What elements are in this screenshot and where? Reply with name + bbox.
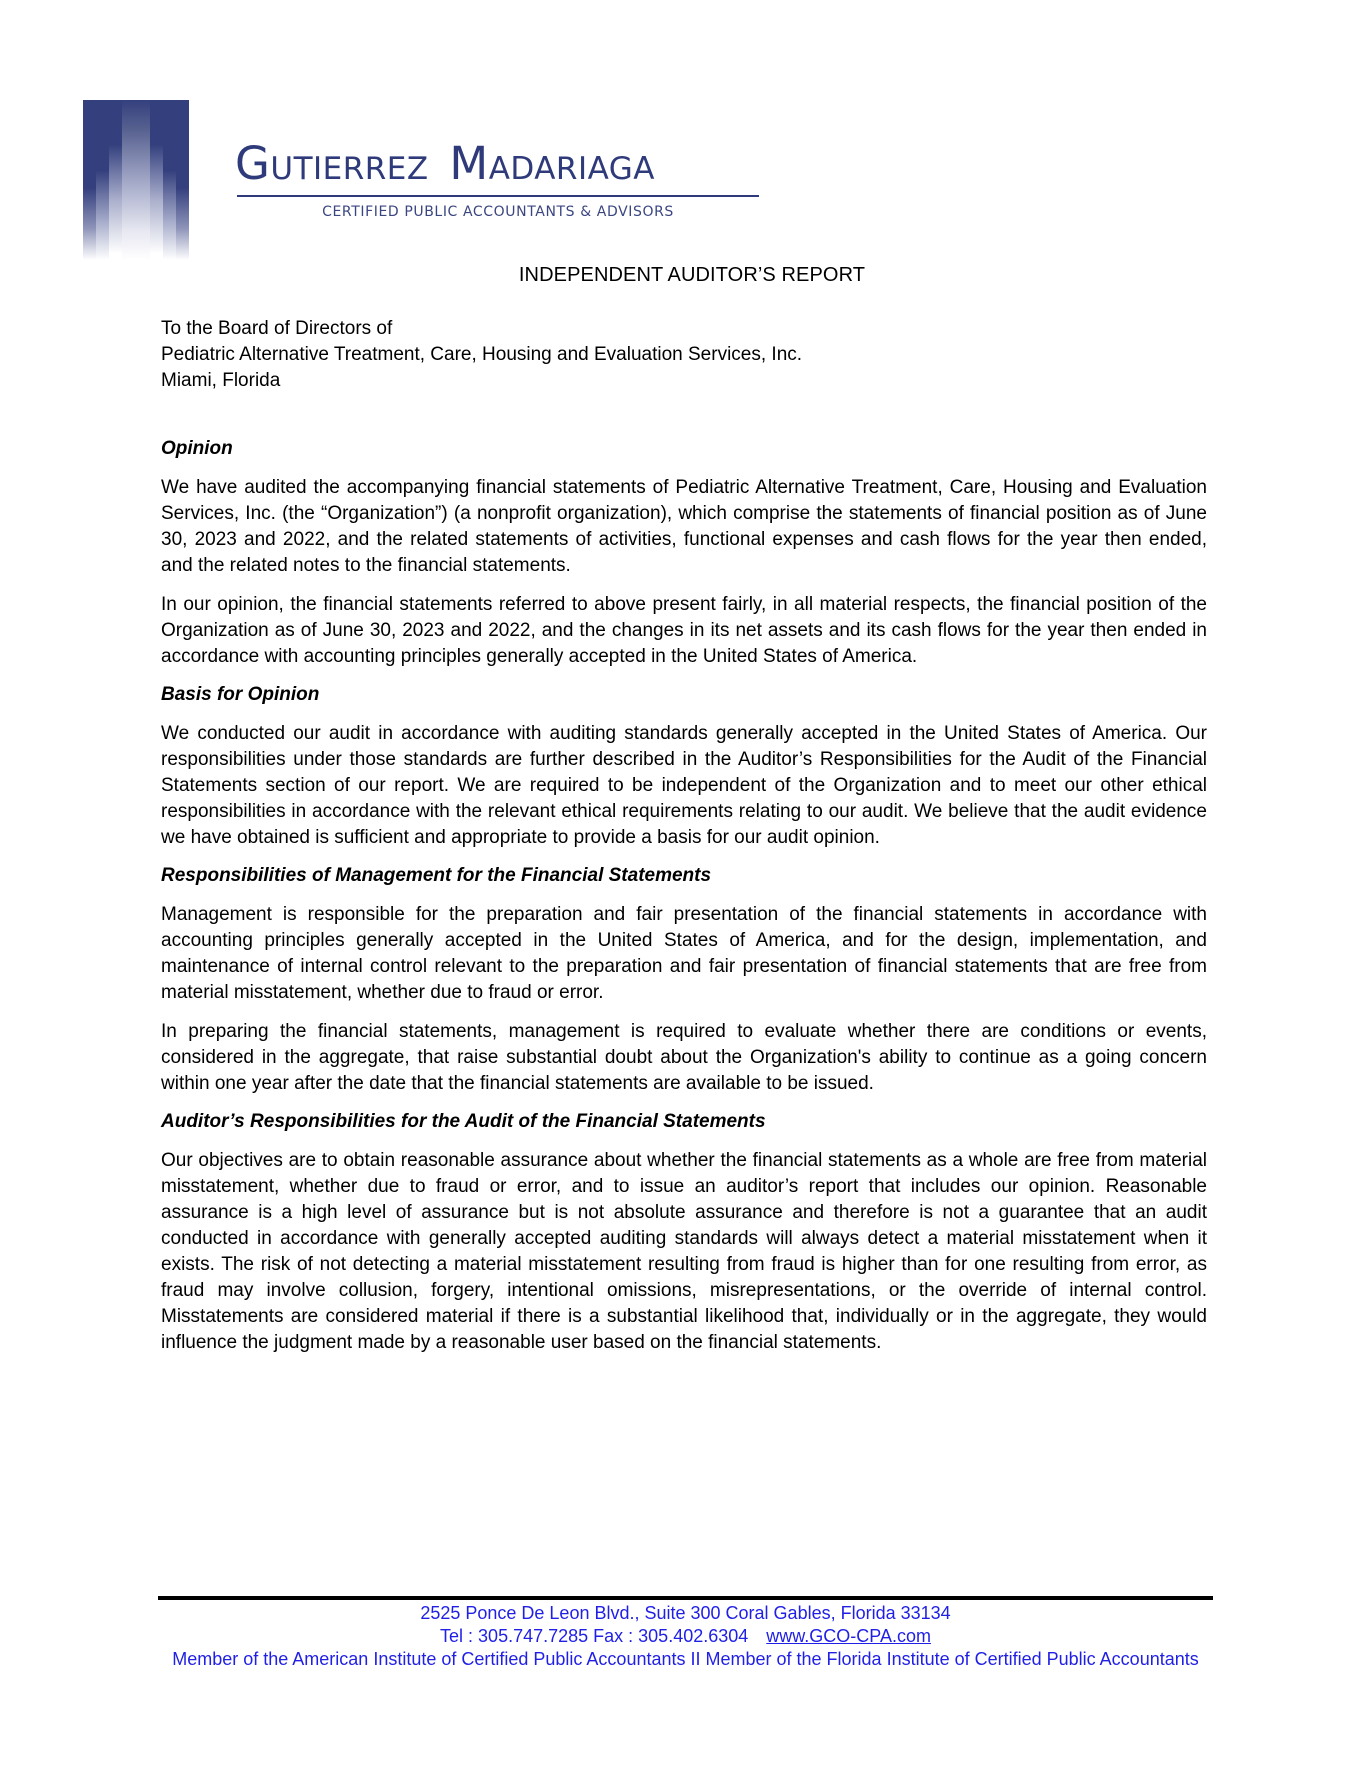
footer <box>158 1602 1213 1671</box>
firm-tagline: CERTIFIED PUBLIC ACCOUNTANTS & ADVISORS <box>322 204 674 220</box>
firm-name <box>235 138 761 190</box>
section-heading-opinion: Opinion <box>161 438 233 459</box>
opinion-paragraph: In our opinion, the financial statements referred to above present fairly, in all material respects, the financial position of the Organization as of June 30, 2023 and 2022, and the changes in its net assets and its cash flows for the year then ended in accordance with accounting principles generally accepted in the United States of America. <box>161 594 1207 667</box>
section-heading-basis-for-opinion: Basis for Opinion <box>161 684 320 705</box>
firm-name-initial: G <box>235 137 271 190</box>
addressee-line: To the Board of Directors of <box>161 318 393 339</box>
addressee-block <box>161 316 1207 394</box>
letterhead-divider <box>237 195 759 197</box>
basis-paragraph: We conducted our audit in accordance with auditing standards generally accepted in the United States of America. Our responsibilities under those standards are further described in the Auditor’s Responsibilities for the Audit of the Financial Statements section of our report. We are required to be independent of the Organization and to meet our other ethical responsibilities in accordance with the relevant ethical requirements relating to our audit. We believe that the audit evidence we have obtained is sufficient and appropriate to provide a basis for our audit opinion. <box>161 723 1207 848</box>
logo-stripe <box>122 100 150 260</box>
firm-name-rest: ADARIAGA <box>488 151 655 187</box>
section-heading-management-responsibilities: Responsibilities of Management for the Financial Statements <box>161 865 712 886</box>
addressee-line: Miami, Florida <box>161 370 281 391</box>
footer-phone-fax: Tel : 305.747.7285 Fax : 305.402.6304 <box>440 1626 749 1646</box>
firm-logo-gradient-bars-icon <box>83 100 189 260</box>
management-paragraph: Management is responsible for the preparation and fair presentation of the financial statements in accordance with accounting principles generally accepted in the United States of America, and for the design, implementation, and maintenance of internal control relevant to the preparation and fair presentation of financial statements that are free from material misstatement, whether due to fraud or error. <box>161 904 1207 1003</box>
logo-stripe <box>96 100 109 260</box>
logo-stripe <box>163 100 176 260</box>
logo-stripe <box>109 100 122 260</box>
logo-stripe <box>176 100 189 260</box>
report-title: INDEPENDENT AUDITOR’S REPORT <box>518 264 866 286</box>
logo-stripe <box>83 100 96 260</box>
logo-stripe <box>150 100 163 260</box>
management-paragraph: In preparing the financial statements, management is required to evaluate whether there are conditions or events, considered in the aggregate, that raise substantial doubt about the Organization's ability to continue as a going concern within one year after the date that the financial statements are available to be issued. <box>161 1021 1207 1094</box>
report-body <box>161 316 1207 1356</box>
footer-contact-line <box>158 1625 1213 1648</box>
section-heading-auditor-responsibilities: Auditor’s Responsibilities for the Audit of the Financial Statements <box>161 1111 766 1132</box>
website-link[interactable]: www.GCO-CPA.com <box>766 1626 931 1646</box>
auditor-paragraph: Our objectives are to obtain reasonable assurance about whether the financial statements as a whole are free from material misstatement, whether due to fraud or error, and to issue an auditor’s report that includes our opinion. Reasonable assurance is a high level of assurance but is not absolute assurance and therefore is not a guarantee that an audit conducted in accordance with generally accepted auditing standards will always detect a material misstatement when it exists. The risk of not detecting a material misstatement resulting from fraud is higher than for one resulting from error, as fraud may involve collusion, forgery, intentional omissions, misrepresentations, or the override of internal control. Misstatements are considered material if there is a substantial likelihood that, individually or in the aggregate, they would influence the judgment made by a reasonable user based on the financial statements. <box>161 1150 1207 1353</box>
opinion-paragraph: We have audited the accompanying financial statements of Pediatric Alternative Treatment, Care, Housing and Evaluation Services, Inc. (the “Organization”) (a nonprofit organization), which comprise the statements of financial position as of June 30, 2023 and 2022, and the related statements of activities, functional expenses and cash flows for the year then ended, and the related notes to the financial statements. <box>161 477 1207 576</box>
firm-name-initial: M <box>449 137 489 190</box>
footer-membership: Member of the American Institute of Certified Public Accountants II Member of the Florida Institute of Certified Public Accountants <box>172 1649 1199 1669</box>
footer-divider <box>158 1596 1213 1600</box>
addressee-line: Pediatric Alternative Treatment, Care, Housing and Evaluation Services, Inc. <box>161 344 803 365</box>
footer-address: 2525 Ponce De Leon Blvd., Suite 300 Coral Gables, Florida 33134 <box>420 1603 951 1623</box>
firm-name-rest: UTIERREZ <box>270 151 429 187</box>
